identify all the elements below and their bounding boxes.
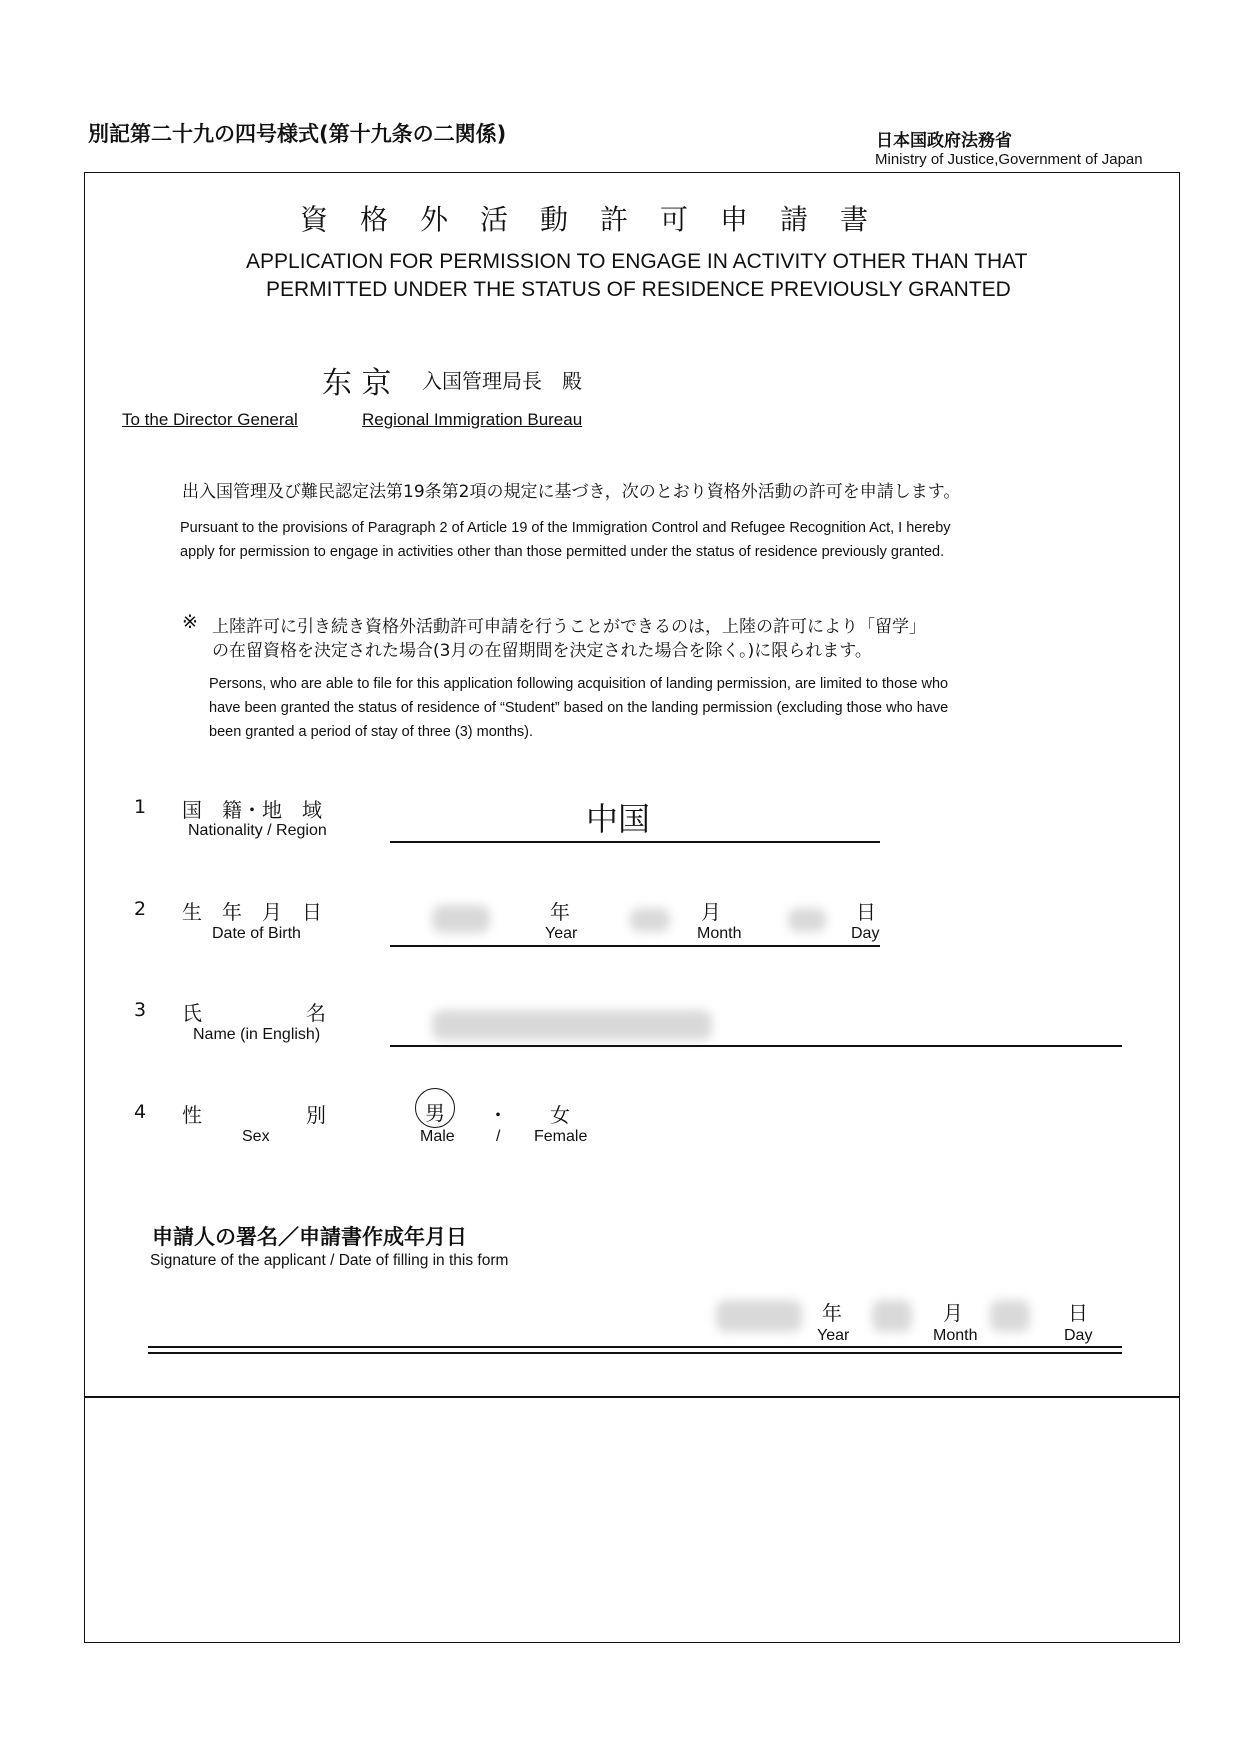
ministry-en: Ministry of Justice,Government of Japan — [875, 151, 1143, 168]
dob-day-jp: 日 — [856, 900, 876, 924]
sex-female-en: Female — [534, 1128, 588, 1145]
signature-month-jp: 月 — [943, 1301, 963, 1325]
field-3-number: 3 — [134, 999, 147, 1021]
name-label-jp-1: 氏 — [182, 1001, 202, 1025]
signature-day-jp: 日 — [1068, 1301, 1088, 1325]
nationality-label-jp: 国 籍・地 域 — [182, 798, 322, 822]
note-jp-line1: 上陸許可に引き続き資格外活動許可申請を行うことができるのは，上陸の許可により「留学」 — [212, 617, 926, 637]
signature-label-en: Signature of the applicant / Date of filling in this form — [150, 1252, 509, 1269]
dob-month-jp: 月 — [701, 900, 721, 924]
dob-day-redacted — [788, 908, 826, 932]
sex-label-en: Sex — [242, 1128, 270, 1145]
signature-year-en: Year — [817, 1327, 850, 1344]
field-2-number: 2 — [134, 898, 147, 920]
dob-month-en: Month — [697, 925, 742, 942]
name-label-en: Name (in English) — [193, 1026, 321, 1043]
regional-immigration-bureau: Regional Immigration Bureau — [362, 410, 583, 429]
form-title-en-line2: PERMITTED UNDER THE STATUS OF RESIDENCE PREVIOUSLY GRANTED — [266, 278, 1011, 301]
sex-male-jp: 男 — [425, 1101, 445, 1125]
signature-day-en: Day — [1064, 1327, 1093, 1344]
signature-label-jp: 申請人の署名／申請書作成年月日 — [152, 1225, 467, 1249]
nationality-value: 中国 — [586, 800, 651, 838]
sex-label-jp-2: 別 — [306, 1103, 326, 1127]
nationality-underline — [390, 841, 880, 843]
signature-double-line-top — [148, 1346, 1122, 1348]
addressee-city: 东 京 — [322, 366, 392, 401]
dob-day-en: Day — [851, 925, 880, 942]
intro-en-line2: apply for permission to engage in activities other than those permitted under the status of residence previously granted. — [180, 544, 945, 560]
name-value-redacted — [432, 1010, 712, 1040]
note-en-line3: been granted a period of stay of three (3) months). — [209, 724, 534, 740]
signature-double-line-bottom — [148, 1352, 1122, 1354]
form-number: 別記第二十九の四号様式(第十九条の二関係) — [88, 122, 507, 146]
addressee-bureau-jp: 入国管理局長 殿 — [422, 369, 582, 393]
intro-jp: 出入国管理及び難民認定法第19条第2項の規定に基づき，次のとおり資格外活動の許可を申請します。 — [182, 482, 961, 502]
name-label-jp-2: 名 — [306, 1001, 326, 1025]
section-divider — [84, 1396, 1180, 1398]
note-en-line2: have been granted the status of residence of “Student” based on the landing permission (excluding those who have — [209, 700, 949, 716]
dob-underline — [390, 945, 880, 947]
dob-label-en: Date of Birth — [212, 925, 301, 942]
sex-slash: / — [496, 1128, 501, 1145]
ministry-jp: 日本国政府法務省 — [876, 131, 1012, 151]
dob-year-en: Year — [545, 925, 578, 942]
signature-month-en: Month — [933, 1327, 978, 1344]
dob-year-redacted — [432, 905, 490, 933]
intro-en-line1: Pursuant to the provisions of Paragraph 2 of Article 19 of the Immigration Control and Refugee Recognition Act, I hereby — [180, 520, 951, 536]
sex-label-jp-1: 性 — [182, 1103, 202, 1127]
signature-day-redacted — [990, 1300, 1030, 1332]
form-title-en-line1: APPLICATION FOR PERMISSION TO ENGAGE IN ACTIVITY OTHER THAN THAT — [246, 250, 1028, 273]
form-title-jp: 資 格 外 活 動 許 可 申 請 書 — [300, 203, 871, 236]
sex-female-jp[interactable]: 女 — [550, 1103, 570, 1127]
dob-year-jp: 年 — [550, 900, 570, 924]
nationality-label-en: Nationality / Region — [188, 822, 327, 839]
dob-label-jp: 生 年 月 日 — [182, 900, 322, 924]
dob-month-redacted — [630, 908, 670, 932]
sex-male-en: Male — [420, 1128, 455, 1145]
field-1-number: 1 — [134, 796, 147, 818]
to-director-general: To the Director General — [122, 410, 298, 429]
field-4-number: 4 — [134, 1101, 147, 1123]
sex-dot: ・ — [488, 1103, 508, 1127]
signature-month-redacted — [872, 1300, 912, 1332]
note-jp-line2: の在留資格を決定された場合(3月の在留期間を決定された場合を除く。)に限られます。 — [212, 641, 872, 661]
note-mark: ※ — [182, 611, 198, 633]
signature-year-redacted — [716, 1300, 802, 1332]
note-en-line1: Persons, who are able to file for this application following acquisition of landing permission, are limited to those who — [209, 676, 949, 692]
signature-year-jp: 年 — [822, 1301, 842, 1325]
name-underline — [390, 1045, 1122, 1047]
